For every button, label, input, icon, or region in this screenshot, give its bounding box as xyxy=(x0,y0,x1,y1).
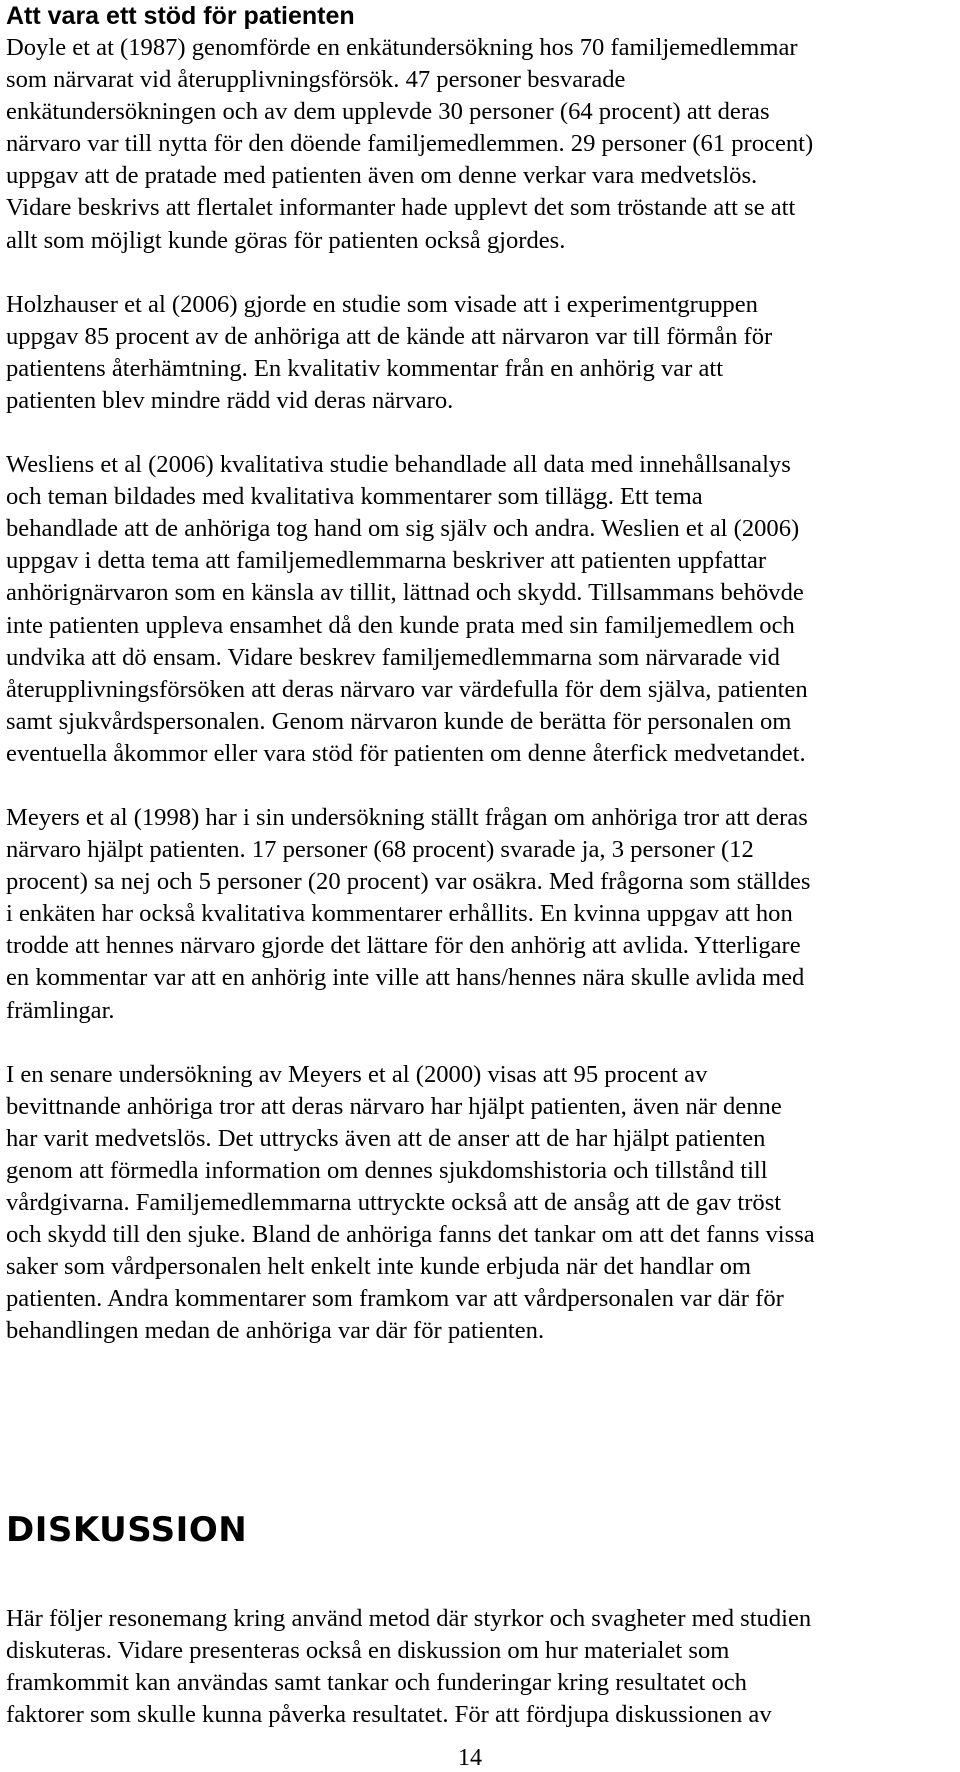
section-heading: Att vara ett stöd för patienten xyxy=(6,2,355,30)
paragraph-holzhauser: Holzhauser et al (2006) gjorde en studie som visade att i experimentgruppen uppgav 85 procent av de anhöriga att de kände att närvaron var till förmån för patientens återhämtning. En kvalitativ kommentar från en anhörig var att patienten blev mindre rädd vid deras närvaro. xyxy=(6,290,773,414)
document-page xyxy=(6,0,946,1729)
page-number: 14 xyxy=(458,1745,482,1771)
paragraph-discussion-intro: Här följer resonemang kring använd metod där styrkor och svagheter med studien diskuteras. Vidare presenteras också en diskussion om hur materialet som framkommit kan användas samt tankar och funderingar kring resultatet och faktorer som skulle kunna påverka resultatet. För att fördjupa diskussionen av xyxy=(6,1605,812,1729)
paragraph-doyle: Doyle et at (1987) genomförde en enkätundersökning hos 70 familjemedlemmar som närvarat vid återupplivningsförsök. 47 personer besvarade enkätundersökningen och av dem upplevde 30 personer (64 procent) att deras närvaro var till nytta för den döende familjemedlemmen. 29 personer (61 procent) uppgav att de pratade med patienten även om denne verkar vara medvetslös. Vidare beskrivs att flertalet informanter hade upplevt det som tröstande att se att allt som möjligt kunde göras för patienten också gjordes. xyxy=(6,34,814,254)
paragraph-meyers-2000: I en senare undersökning av Meyers et al (2000) visas att 95 procent av bevittnande anhöriga tror att deras närvaro har hjälpt patienten, även när denne har varit medvetslös. Det uttrycks även att de anser att de har hjälpt patienten genom att förmedla information om dennes sjukdomshistoria och tillstånd till vårdgivarna. Familjemedlemmarna uttryckte också att de ansåg att de gav tröst och skydd till den sjuke. Bland de anhöriga fanns det tankar om att det fanns vissa saker som vårdpersonalen helt enkelt inte kunde erbjuda när det handlar om patienten. Andra kommentarer som framkom var att vårdpersonalen var där för behandlingen medan de anhöriga var där för patienten. xyxy=(6,1060,815,1345)
discussion-heading: DISKUSSION xyxy=(6,1510,248,1550)
paragraph-weslien: Wesliens et al (2006) kvalitativa studie behandlade all data med innehållsanalys och teman bildades med kvalitativa kommentarer som tillägg. Ett tema behandlade att de anhöriga tog hand om sig själv och andra. Weslien et al (2006) uppgav i detta tema att familjemedlemmarna beskriver att patienten uppfattar anhörignärvaron som en känsla av tillit, lättnad och skydd. Tillsammans behövde inte patienten uppleva ensamhet då den kunde prata med sin familjemedlem och undvika att dö ensam. Vidare beskrev familjemedlemmarna som närvarade vid återupplivningsförsöken att deras närvaro var värdefulla för dem själva, patienten samt sjukvårdspersonalen. Genom närvaron kunde de berätta för personalen om eventuella åkommor eller vara stöd för patienten om denne återfick medvetandet. xyxy=(6,451,808,767)
paragraph-meyers-1998: Meyers et al (1998) har i sin undersökning ställt frågan om anhöriga tror att deras närvaro hjälpt patienten. 17 personer (68 procent) svarade ja, 3 personer (12 procent) sa nej och 5 personer (20 procent) var osäkra. Med frågorna som ställdes i enkäten har också kvalitativa kommentarer erhållits. En kvinna uppgav att hon trodde att hennes närvaro gjorde det lättare för den anhörig att avlida. Ytterligare en kommentar var att en anhörig inte ville att hans/hennes nära skulle avlida med främlingar. xyxy=(6,803,811,1024)
